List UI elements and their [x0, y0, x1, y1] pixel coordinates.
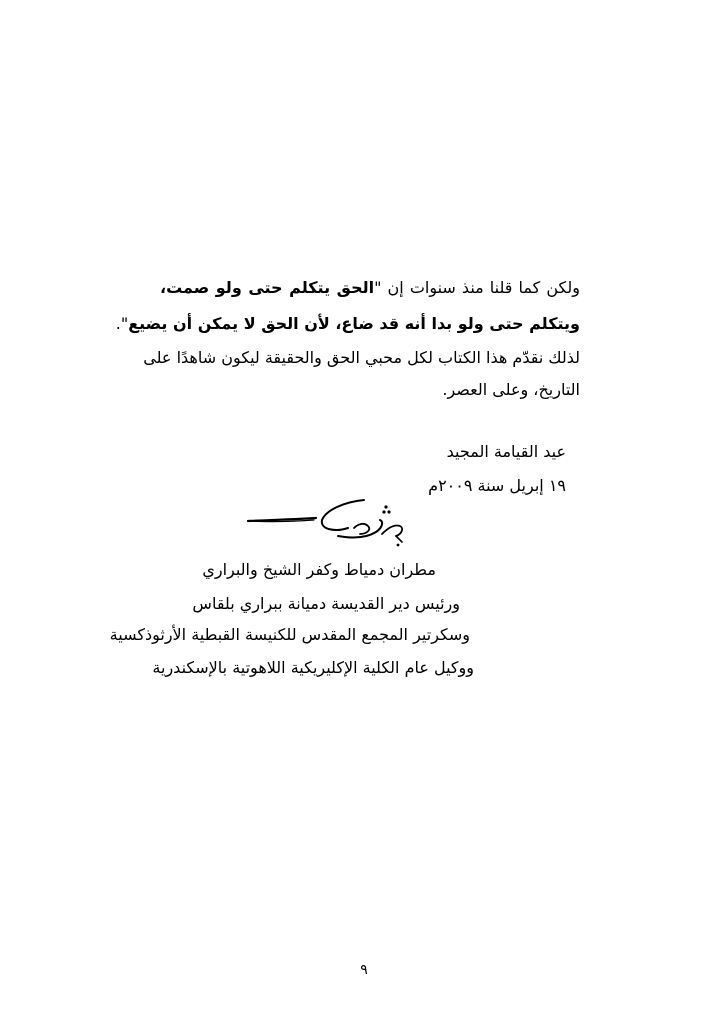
paragraph-2-line-2: التاريخ، وعلى العصر. [442, 380, 580, 399]
paragraph-1-line-2-bold: ويتكلم حتى ولو بدا أنه قد ضاع، لأن الحق لا يمكن أن يضيع [128, 314, 580, 333]
occasion-line: عيد القيامة المجيد [446, 442, 566, 461]
signatory-title-2: ورئيس دير القديسة دميانة ببراري بلقاس [192, 594, 460, 613]
paragraph-1-line-2 [115, 312, 580, 336]
paragraph-1-line-1 [160, 276, 580, 300]
paragraph-1-line-1-prefix: ولكن كما قلنا منذ سنوات إن " [374, 278, 580, 297]
paragraph-1-line-1-bold: الحق يتكلم حتى ولو صمت، [160, 278, 375, 297]
page-number: ٩ [360, 962, 368, 978]
signatory-title-4: ووكيل عام الكلية الإكليريكية اللاهوتية بالإسكندرية [152, 658, 474, 677]
signatory-title-1: مطران دمياط وكفر الشيخ والبراري [202, 560, 436, 579]
date-line: ١٩ إبريل سنة ٢٠٠٩م [428, 476, 566, 495]
signatory-title-3: وسكرتير المجمع المقدس للكنيسة القبطية الأرثوذكسية [109, 625, 470, 644]
paragraph-2-line-1: لذلك نقدّم هذا الكتاب لكل محبي الحق والحقيقة ليكون شاهدًا على [143, 348, 580, 367]
handwritten-signature [236, 498, 416, 548]
paragraph-1-line-2-suffix: ". [115, 314, 129, 333]
